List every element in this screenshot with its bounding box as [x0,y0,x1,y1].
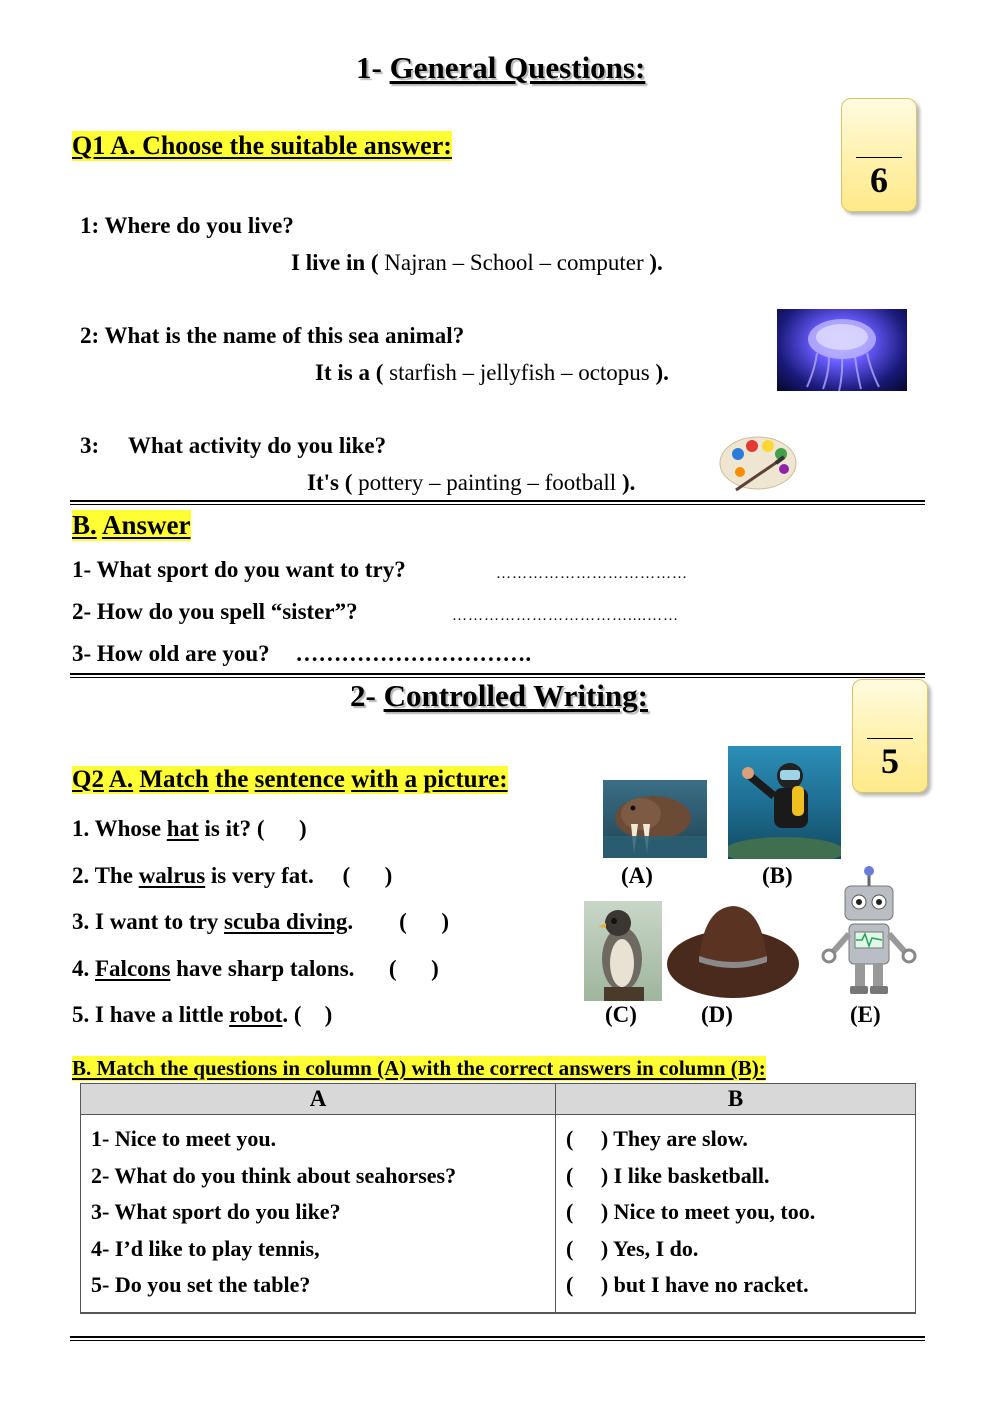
column-a-cell [81,1115,556,1313]
score-line [856,157,902,158]
match-item-1: 1. Whose hat is it? ( ) [72,816,307,841]
b-answer-item-2: 2- How do you spell “sister”? [72,599,358,624]
a-item-2: 2- What do you think about seahorses? [91,1162,457,1188]
b-item-3: ( ) Nice to meet you, too. [566,1199,816,1224]
jellyfish-image [777,309,907,391]
b-item-1: ( ) They are slow. [566,1126,748,1151]
scuba-diver-icon [728,746,841,859]
a-item-1: 1- Nice to meet you. [91,1126,277,1151]
a-item-4: 4- I’d like to play tennis, [91,1235,320,1261]
q1-answer-3: It's ( pottery – painting – football ). [307,470,636,495]
b-answer-blank-3[interactable]: …………………………. [295,641,532,666]
column-a-header: A [81,1084,556,1115]
walrus-icon [603,780,707,858]
table-row [81,1115,916,1313]
paint-palette-icon [718,432,798,494]
b-item-4: ( ) Yes, I do. [566,1235,699,1261]
b-item-2: ( ) I like basketball. [566,1162,770,1188]
q1-options-2: starfish – jellyfish – octopus [383,360,656,385]
scuba-diver-image [728,746,841,859]
robot-icon [815,864,923,1000]
a-item-3: 3- What sport do you like? [91,1199,341,1224]
q1-question-3-num: 3: [80,433,100,458]
section-1-title: 1- General Questions: [356,50,646,85]
q1-options-3: pottery – painting – football [352,470,622,495]
match-item-3: 3. I want to try scuba diving. ( ) [72,909,449,934]
falcon-image [584,901,662,1001]
q1-options-1: Najran – School – computer [378,250,650,275]
divider-bottom [70,1336,925,1341]
match-item-2: 2. The walrus is very fat. ( ) [72,863,393,888]
q1-answer-2: It is a ( starfish – jellyfish – octopus ). [315,360,669,385]
table-header-row [81,1084,916,1115]
jellyfish-icon [777,309,907,391]
label-e: (E) [850,1002,881,1027]
label-a: (A) [621,863,653,888]
q2a-heading: Q2 A. Match the sentence with a picture: [72,766,508,793]
match-item-5: 5. I have a little robot. ( ) [72,1002,333,1027]
q1a-heading: Q1 A. Choose the suitable answer: [72,131,452,160]
b-answer-blank-1[interactable]: ……………………………… [496,566,688,582]
b-answer-blank-2[interactable]: ……………………………....…… [452,608,679,624]
b-answer-item-1: 1- What sport do you want to try? [72,557,406,582]
section-2-title: 2- Controlled Writing: [350,678,648,713]
column-b-cell [556,1115,916,1313]
label-c: (C) [605,1002,637,1027]
b-answer-item-3: 3- How old are you? …………………………. [72,641,532,666]
score-box-5 [852,679,928,793]
score-value: 6 [870,160,888,200]
q1-question-1: 1: Where do you live? [80,213,294,238]
q1-answer-1: I live in ( Najran – School – computer ). [291,250,663,275]
a-item-5: 5- Do you set the table? [91,1272,311,1297]
q1-question-3: What activity do you like? [128,433,387,458]
column-b-header: B [556,1084,916,1115]
score-value: 5 [881,741,899,781]
falcon-icon [584,901,662,1001]
b-answer-heading: B. Answer [72,510,191,540]
q2b-heading: B. Match the questions in column (A) with the correct answers in column (B): [72,1056,766,1080]
divider-1 [70,500,925,505]
hat-image [665,900,802,1002]
score-box-6 [841,98,917,212]
walrus-image [603,780,707,858]
hat-icon [665,900,802,1002]
label-b: (B) [762,863,793,888]
score-line [867,738,913,739]
b-item-5: ( ) but I have no racket. [566,1272,809,1297]
palette-image [718,432,798,494]
match-item-4: 4. Falcons have sharp talons. ( ) [72,956,439,981]
q1-question-2: 2: What is the name of this sea animal? [80,323,465,348]
label-d: (D) [701,1002,733,1027]
matching-table [80,1083,916,1314]
robot-image [815,864,923,1000]
